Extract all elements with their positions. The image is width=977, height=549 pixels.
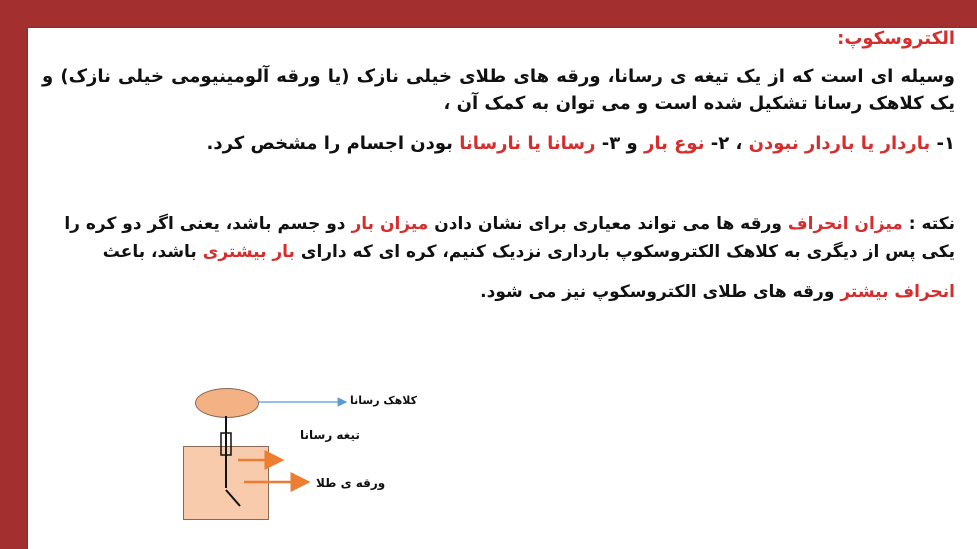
label-rod: تیغه رسانا bbox=[300, 428, 360, 442]
uses-item-3: رسانا یا نارسانا bbox=[459, 133, 596, 154]
diagram-lines bbox=[178, 378, 478, 528]
note-highlight-3: بار بیشتری bbox=[202, 242, 295, 262]
uses-sep-2: و ۳- bbox=[601, 133, 638, 154]
paragraph-note bbox=[42, 210, 955, 306]
note-text-2: دو جسم باشد، یعنی اگر دو کره را یکی پس از دیگری به کلاهک الکتروسکوپ بارداری نزدیک کنیم، کره ای که دارای bbox=[64, 214, 955, 262]
uses-item-1: باردار یا باردار نبودن bbox=[748, 133, 931, 154]
note-text-3: باشد، باعث bbox=[102, 242, 197, 262]
uses-item-2: نوع بار bbox=[643, 133, 705, 154]
slide-title: الکتروسکوپ: bbox=[837, 28, 955, 49]
uses-tail: بودن اجسام را مشخص کرد. bbox=[206, 133, 453, 154]
note-highlight-4: انحراف بیشتر bbox=[840, 282, 955, 302]
note-text-4: ورقه های طلای الکتروسکوپ نیز می شود. bbox=[480, 282, 835, 302]
electroscope-diagram bbox=[178, 378, 478, 528]
paragraph-definition: وسیله ای است که از یک تیغه ی رسانا، ورقه های طلای خیلی نازک (یا ورقه آلومینیومی خیلی نازک) و یک کلاهک رسانا تشکیل شده است و می توان به کمک آن ، bbox=[42, 66, 955, 114]
gold-leaf bbox=[226, 490, 240, 506]
label-leaf: ورقه ی طلا bbox=[316, 476, 386, 490]
note-lead: نکته : bbox=[908, 214, 955, 234]
note-line-3 bbox=[42, 278, 955, 306]
uses-num-1: ۱- bbox=[936, 133, 955, 154]
paragraph-uses bbox=[207, 130, 955, 157]
note-highlight-1: میزان انحراف bbox=[787, 214, 903, 234]
note-highlight-2: میزان بار bbox=[351, 214, 429, 234]
uses-sep-1: ، ۲- bbox=[710, 133, 743, 154]
note-text-1: ورقه ها می تواند معیاری برای نشان دادن bbox=[434, 214, 782, 234]
slide bbox=[28, 28, 977, 549]
label-cap: کلاهک رسانا bbox=[350, 394, 418, 407]
